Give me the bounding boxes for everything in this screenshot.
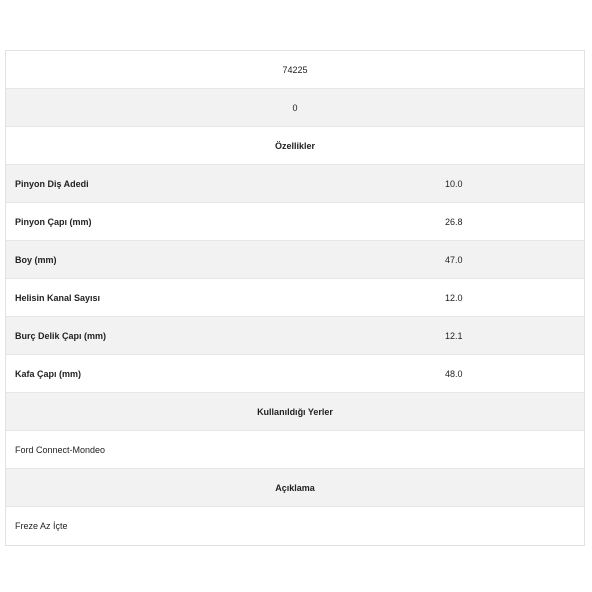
usage-row [6,431,584,469]
feature-value: 47.0 [445,254,463,265]
product-spec-table [5,50,585,546]
usage-heading: Kullanıldığı Yerler [257,406,333,417]
feature-value: 12.0 [445,292,463,303]
description-heading-row [6,469,584,507]
feature-label: Burç Delik Çapı (mm) [15,330,107,341]
feature-label: Pinyon Diş Adedi [15,178,89,189]
description-text: Freze Az İçte [15,521,68,531]
feature-label: Pinyon Çapı (mm) [15,216,92,227]
description-heading: Açıklama [275,482,315,493]
feature-row-head-diameter [6,355,584,393]
usage-heading-row [6,393,584,431]
quantity-row [6,89,584,127]
usage-text: Ford Connect-Mondeo [15,444,106,455]
features-heading: Özellikler [274,140,316,151]
feature-row-pinion-teeth [6,165,584,203]
product-code: 74225 [282,64,308,75]
quantity-value: 0 [292,102,298,113]
feature-value: 12.1 [445,330,463,341]
feature-label: Helisin Kanal Sayısı [15,292,101,303]
feature-label: Boy (mm) [15,254,57,265]
features-heading-row [6,127,584,165]
product-code-row [6,51,584,89]
description-row [6,507,584,545]
feature-row-bushing-bore [6,317,584,355]
feature-value: 48.0 [445,368,463,379]
feature-value: 26.8 [445,216,463,227]
feature-row-length [6,241,584,279]
feature-row-pinion-diameter [6,203,584,241]
feature-value: 10.0 [445,178,463,189]
feature-row-helix-grooves [6,279,584,317]
feature-label: Kafa Çapı (mm) [15,368,82,379]
